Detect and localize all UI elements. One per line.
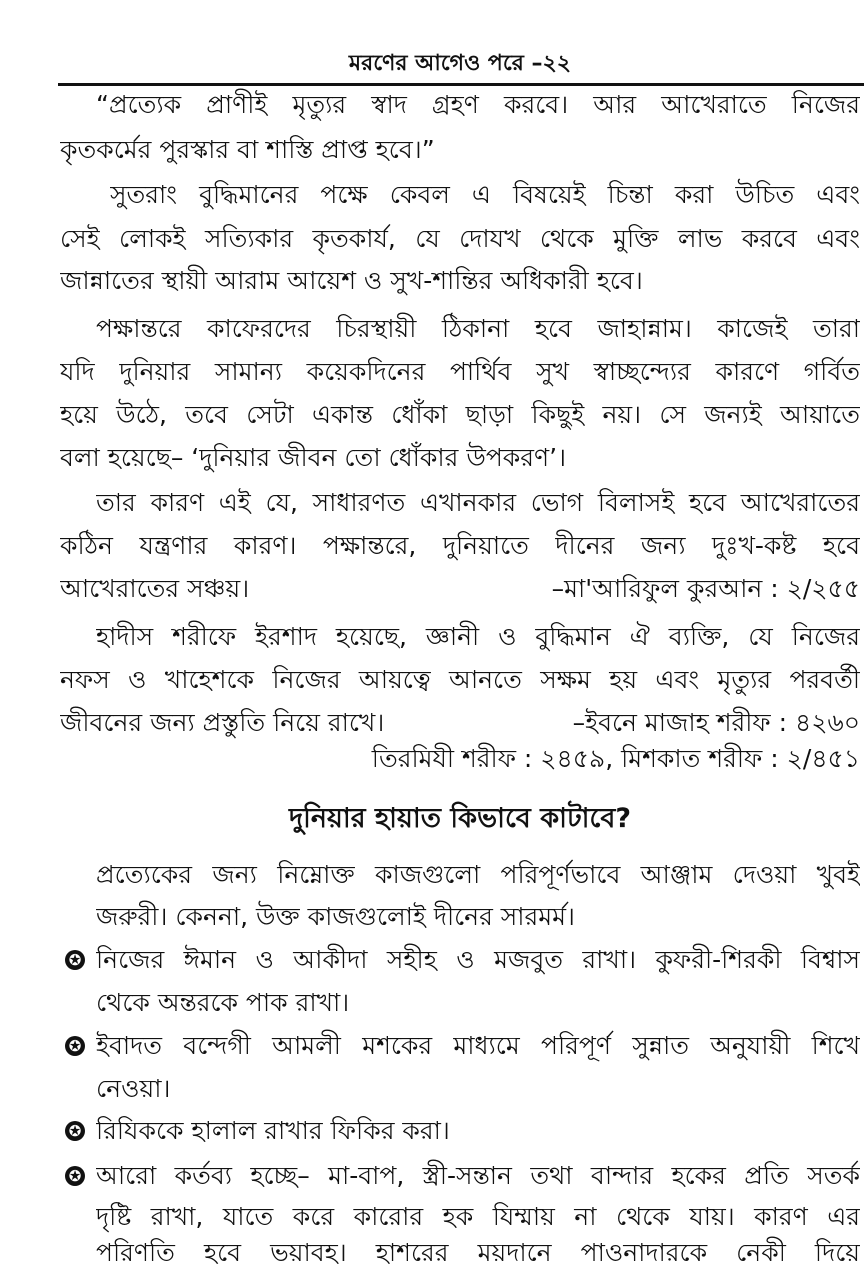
- page-header-title: মরণের আগেও পরে –২২: [348, 51, 572, 76]
- text-line: জরুরী। কেননা, উক্ত কাজগুলোই দীনের সারমর্ম।: [96, 902, 575, 931]
- list-item-line: নেওয়া।: [96, 1074, 171, 1103]
- section-heading: দুনিয়ার হায়াত কিভাবে কাটাবে?: [288, 803, 632, 834]
- text-line: হয়ে উঠে, তবে সেটা একান্ত ধোঁকা ছাড়া কিছুই নয়। সে জন্যই আয়াতে: [60, 400, 860, 429]
- citation-line: –ইবনে মাজাহ শরীফ : ৪২৬০: [572, 708, 860, 737]
- text-line: জান্নাতের স্থায়ী আরাম আয়েশ ও সুখ-শান্তির অধিকারী হবে।: [60, 266, 643, 295]
- star-bullet-icon: ✪: [65, 1166, 85, 1186]
- header-rule: [58, 83, 864, 86]
- list-item-line: থেকে অন্তরকে পাক রাখা।: [96, 988, 350, 1017]
- list-item-line: আরো কর্তব্য হচ্ছে– মা-বাপ, স্ত্রী-সন্তান তথা বান্দার হকের প্রতি সতর্ক: [96, 1161, 860, 1190]
- text-line: আখেরাতের সঞ্চয়।: [60, 574, 250, 603]
- list-item-line: রিযিককে হালাল রাখার ফিকির করা।: [96, 1116, 450, 1145]
- text-line: বলা হয়েছে– ‘দুনিয়ার জীবন তো ধোঁকার উপকরণ’।: [60, 443, 567, 472]
- text-line: নফস ও খাহেশকে নিজের আয়ত্বে আনতে সক্ষম হয় এবং মৃত্যুর পরবর্তী: [60, 665, 860, 694]
- text-line: কঠিন যন্ত্রণার কারণ। পক্ষান্তরে, দুনিয়াতে দীনের জন্য দুঃখ-কষ্ট হবে: [60, 531, 860, 560]
- text-line: সেই লোকই সত্যিকার কৃতকার্য, যে দোযখ থেকে মুক্তি লাভ করবে এবং: [60, 224, 860, 253]
- text-line: কৃতকর্মের পুরস্কার বা শাস্তি প্রাপ্ত হবে।”: [60, 135, 435, 164]
- text-line: প্রত্যেকের জন্য নিম্নোক্ত কাজগুলো পরিপূর্ণভাবে আঞ্জাম দেওয়া খুবই: [96, 860, 860, 889]
- text-line: “প্রত্যেক প্রাণীই মৃত্যুর স্বাদ গ্রহণ করবে। আর আখেরাতে নিজের: [96, 90, 860, 119]
- text-line: তার কারণ এই যে, সাধারণত এখানকার ভোগ বিলাসই হবে আখেরাতের: [96, 488, 860, 517]
- list-item-line: নিজের ঈমান ও আকীদা সহীহ ও মজবুত রাখা। কুফরী-শিরকী বিশ্বাস: [96, 945, 860, 974]
- text-line: হাদীস শরীফে ইরশাদ হয়েছে, জ্ঞানী ও বুদ্ধিমান ঐ ব্যক্তি, যে নিজের: [96, 622, 860, 651]
- text-line: পক্ষান্তরে কাফেরদের চিরস্থায়ী ঠিকানা হবে জাহান্নাম। কাজেই তারা: [96, 314, 860, 343]
- star-bullet-icon: ✪: [65, 1121, 85, 1141]
- star-bullet-icon: ✪: [65, 1036, 85, 1056]
- text-line: জীবনের জন্য প্রস্তুতি নিয়ে রাখে।: [60, 708, 385, 737]
- star-bullet-icon: ✪: [65, 950, 85, 970]
- list-item-line: পরিণতি হবে ভয়াবহ। হাশরের ময়দানে পাওনাদারকে নেকী দিয়ে: [96, 1238, 860, 1267]
- citation-line: তিরমিযী শরীফ : ২৪৫৯, মিশকাত শরীফ : ২/৪৫১: [371, 744, 860, 773]
- list-item-line: দৃষ্টি রাখা, যাতে করে কারোর হক যিম্মায় না থেকে যায়। কারণ এর: [96, 1202, 860, 1231]
- text-line: যদি দুনিয়ার সামান্য কয়েকদিনের পার্থিব সুখ স্বাচ্ছন্দ্যের কারণে গর্বিত: [60, 357, 860, 386]
- text-line: সুতরাং বুদ্ধিমানের পক্ষে কেবল এ বিষয়েই চিন্তা করা উচিত এবং: [110, 180, 860, 209]
- list-item-line: ইবাদত বন্দেগী আমলী মশকের মাধ্যমে পরিপূর্ণ সুন্নাত অনুযায়ী শিখে: [96, 1031, 860, 1060]
- citation-line: –মা'আরিফুল কুরআন : ২/২৫৫: [551, 574, 860, 603]
